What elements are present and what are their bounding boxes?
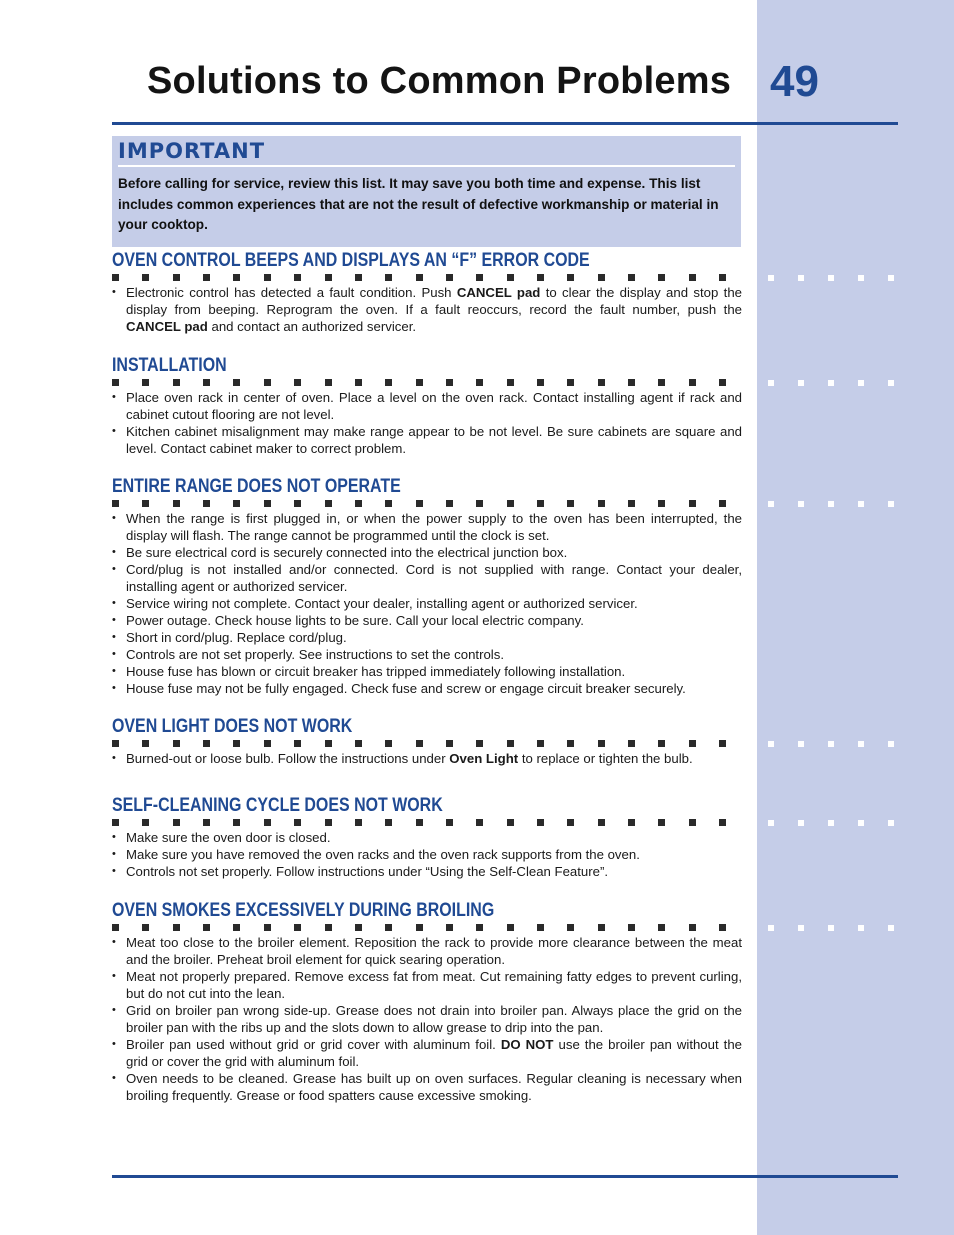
list-item: • When the range is first plugged in, or when the power supply to the oven has been interrupted, the display will flash. The range cannot be programmed until the clock is set. bbox=[112, 510, 742, 544]
sidebar-dot bbox=[798, 820, 804, 826]
sidebar-dot bbox=[768, 741, 774, 747]
list-item: • Controls not set properly. Follow instructions under “Using the Self-Clean Feature”. bbox=[112, 863, 742, 880]
section-heading: OVEN LIGHT DOES NOT WORK bbox=[112, 716, 353, 737]
sidebar-dot bbox=[828, 380, 834, 386]
list-item: • Cord/plug is not installed and/or connected. Cord is not supplied with range. Contact your dealer, installing agent or authorized servicer. bbox=[112, 561, 742, 595]
sidebar-dot bbox=[858, 275, 864, 281]
bullet-list bbox=[112, 829, 742, 880]
dotted-divider bbox=[112, 274, 742, 282]
dotted-divider bbox=[112, 379, 742, 387]
bullet-list bbox=[112, 284, 742, 335]
section-heading: OVEN SMOKES EXCESSIVELY DURING BROILING bbox=[112, 900, 495, 921]
sidebar-band bbox=[757, 0, 954, 1235]
problem-section bbox=[112, 794, 742, 880]
problem-section bbox=[112, 899, 742, 1104]
list-item: • Kitchen cabinet misalignment may make range appear to be not level. Be sure cabinets are square and level. Contact cabinet maker to correct problem. bbox=[112, 423, 742, 457]
emphasis-text: Oven Light bbox=[449, 751, 519, 766]
sidebar-dot bbox=[768, 925, 774, 931]
sidebar-dot bbox=[888, 501, 894, 507]
page-title: Solutions to Common Problems bbox=[147, 60, 732, 102]
dotted-divider bbox=[112, 819, 742, 827]
sidebar-dots bbox=[768, 501, 898, 508]
header-rule bbox=[112, 122, 898, 125]
list-item: • Burned-out or loose bulb. Follow the instructions under Oven Light to replace or tighten the bulb. bbox=[112, 750, 742, 767]
sidebar-dot bbox=[858, 925, 864, 931]
section-heading: OVEN CONTROL BEEPS AND DISPLAYS AN “F” ERROR CODE bbox=[112, 250, 590, 271]
bullet-list bbox=[112, 750, 742, 767]
sidebar-dot bbox=[768, 501, 774, 507]
section-heading: SELF-CLEANING CYCLE DOES NOT WORK bbox=[112, 795, 443, 816]
sidebar-dot bbox=[888, 820, 894, 826]
sidebar-dot bbox=[798, 275, 804, 281]
sidebar-dot bbox=[798, 741, 804, 747]
sidebar-dot bbox=[828, 275, 834, 281]
sidebar-dot bbox=[888, 925, 894, 931]
emphasis-text: CANCEL pad bbox=[456, 285, 541, 300]
bullet-list bbox=[112, 510, 742, 697]
sidebar-dot bbox=[828, 925, 834, 931]
sidebar-dot bbox=[768, 275, 774, 281]
sidebar-dot bbox=[828, 501, 834, 507]
sidebar-dot bbox=[798, 380, 804, 386]
list-item: • Service wiring not complete. Contact your dealer, installing agent or authorized servicer. bbox=[112, 595, 742, 612]
problem-section bbox=[112, 715, 742, 767]
list-item: • House fuse may not be fully engaged. Check fuse and screw or engage circuit breaker securely. bbox=[112, 680, 742, 697]
sidebar-dot bbox=[858, 820, 864, 826]
section-heading: ENTIRE RANGE DOES NOT OPERATE bbox=[112, 476, 401, 497]
sidebar-dots bbox=[768, 925, 898, 932]
sidebar-dot bbox=[858, 741, 864, 747]
list-item: • Oven needs to be cleaned. Grease has built up on oven surfaces. Regular cleaning is necessary when broiling frequently. Grease or food spatters cause excessive smoking. bbox=[112, 1070, 742, 1104]
list-item: • Meat too close to the broiler element. Reposition the rack to provide more clearance between the meat and the broiler. Preheat broil element for quick searing operation. bbox=[112, 934, 742, 968]
sidebar-dot bbox=[828, 820, 834, 826]
sidebar-dot bbox=[768, 820, 774, 826]
list-item: • Place oven rack in center of oven. Place a level on the oven rack. Contact installing agent if rack and cabinet cutout flooring are not level. bbox=[112, 389, 742, 423]
sidebar-dots bbox=[768, 275, 898, 282]
problem-section bbox=[112, 354, 742, 457]
emphasis-text: CANCEL pad bbox=[126, 319, 208, 334]
sidebar-dots bbox=[768, 380, 898, 387]
dotted-divider bbox=[112, 500, 742, 508]
sidebar-dot bbox=[768, 380, 774, 386]
list-item: • House fuse has blown or circuit breaker has tripped immediately following installation. bbox=[112, 663, 742, 680]
sidebar-dot bbox=[858, 501, 864, 507]
emphasis-text: DO NOT bbox=[500, 1037, 554, 1052]
sidebar-dot bbox=[798, 501, 804, 507]
sidebar-dot bbox=[888, 380, 894, 386]
sidebar-dot bbox=[888, 741, 894, 747]
list-item: • Broiler pan used without grid or grid cover with aluminum foil. DO NOT use the broiler pan without the grid or cover the grid with aluminum foil. bbox=[112, 1036, 742, 1070]
list-item: • Power outage. Check house lights to be sure. Call your local electric company. bbox=[112, 612, 742, 629]
section-heading: INSTALLATION bbox=[112, 355, 227, 376]
sidebar-dots bbox=[768, 741, 898, 748]
dotted-divider bbox=[112, 740, 742, 748]
list-item: • Make sure the oven door is closed. bbox=[112, 829, 742, 846]
list-item: • Short in cord/plug. Replace cord/plug. bbox=[112, 629, 742, 646]
sidebar-dot bbox=[798, 925, 804, 931]
sidebar-dot bbox=[888, 275, 894, 281]
page-number: 49 bbox=[770, 57, 819, 106]
bullet-list bbox=[112, 934, 742, 1104]
list-item: • Controls are not set properly. See instructions to set the controls. bbox=[112, 646, 742, 663]
bullet-list bbox=[112, 389, 742, 457]
list-item: • Grid on broiler pan wrong side-up. Grease does not drain into broiler pan. Always place the grid on the broiler pan with the ribs up and the slots down to allow grease to drip into the pan. bbox=[112, 1002, 742, 1036]
problem-section bbox=[112, 249, 742, 335]
important-heading: IMPORTANT bbox=[118, 138, 735, 167]
list-item: • Meat not properly prepared. Remove excess fat from meat. Cut remaining fatty edges to prevent curling, but do not cut into the lean. bbox=[112, 968, 742, 1002]
dotted-divider bbox=[112, 924, 742, 932]
sidebar-dots bbox=[768, 820, 898, 827]
list-item: • Be sure electrical cord is securely connected into the electrical junction box. bbox=[112, 544, 742, 561]
sidebar-dot bbox=[828, 741, 834, 747]
problem-section bbox=[112, 475, 742, 697]
footer-rule bbox=[112, 1175, 898, 1178]
important-text: Before calling for service, review this list. It may save you both time and expense. This list includes common experiences that are not the result of defective workmanship or material in your cooktop. bbox=[118, 176, 719, 232]
list-item: • Make sure you have removed the oven racks and the oven rack supports from the oven. bbox=[112, 846, 742, 863]
important-box bbox=[112, 136, 741, 247]
list-item: • Electronic control has detected a fault condition. Push CANCEL pad to clear the display and stop the display from beeping. Reprogram the oven. If a fault reoccurs, record the fault number, push the CANCEL pad and contact an authorized servicer. bbox=[112, 284, 742, 335]
sidebar-dot bbox=[858, 380, 864, 386]
